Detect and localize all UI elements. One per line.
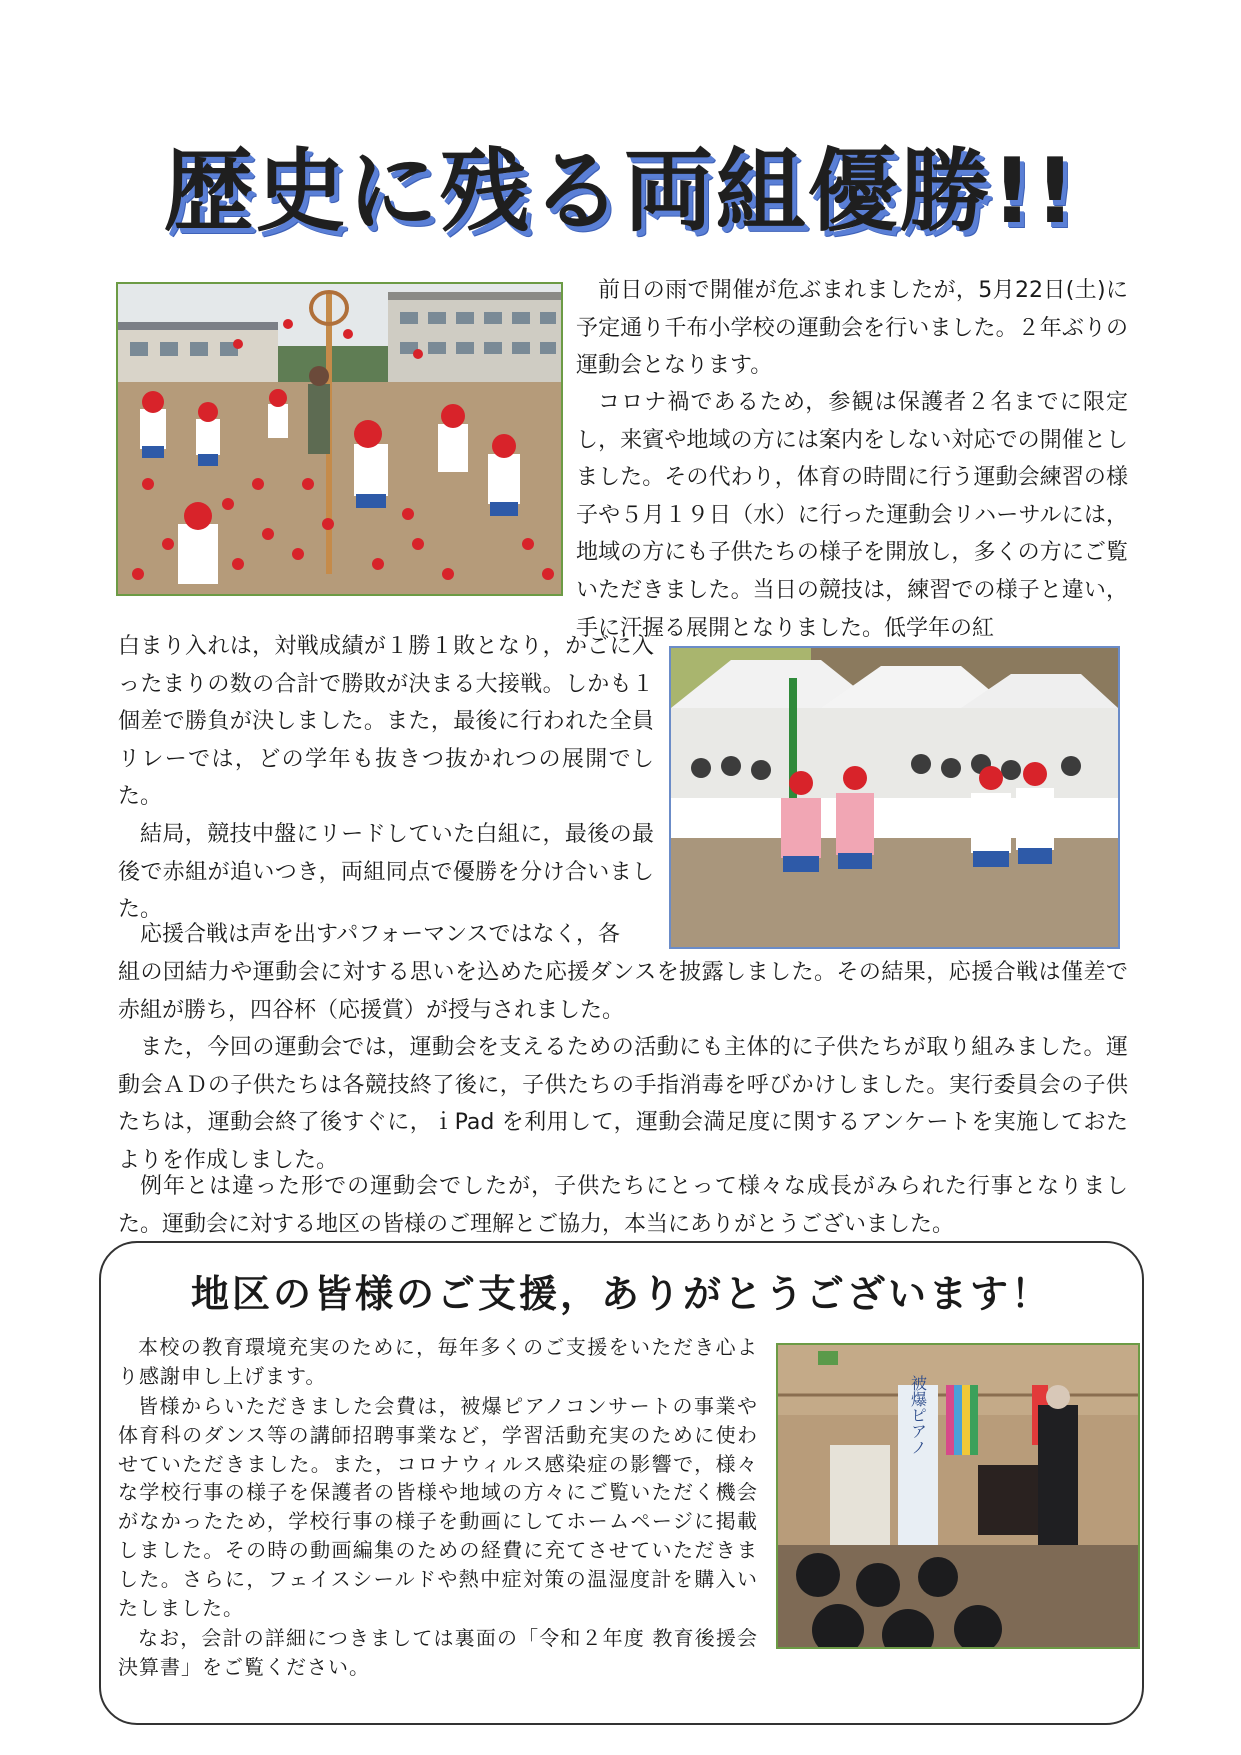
article-paragraph-4a: 応援合戦は声を出すパフォーマンスではなく，各: [140, 922, 621, 947]
article-paragraph-5: また，今回の運動会では，運動会を支えるための活動にも主体的に子供たちが取り組みました。運動会ＡＤの子供たちは各競技終了後に，子供たちの手指消毒を呼びかけしました。実行委員会の子供たちは，運動会終了後すぐに，ｉPad を利用して，運動会満足度に関するアンケートを実施しておたよりを作成しました。: [118, 1035, 1128, 1173]
photo-relay-race: [669, 646, 1120, 949]
support-paragraph-2: 皆様からいただきました会費は，被爆ピアノコンサートの事業や体育科のダンス等の講師招聘事業など，学習活動充実のために使わせていただきました。また，コロナウィルス感染症の影響で，様々な学校行事の様子を保護者の皆様や地域の方々にご覧いただく機会がなかったため，学校行事の様子を動画にしてホームページに掲載しました。その時の動画編集のための経費に充てさせていただきました。さらに，フェイスシールドや熱中症対策の温湿度計を購入いたしました。: [118, 1394, 758, 1620]
headline: 歴史に残る両組優勝!!: [163, 139, 1078, 244]
article-paragraph-2a: コロナ禍であるため，参観は保護者２名までに限定し，来賓や地域の方には案内をしない対応での開催としました。その代わり，体育の時間に行う運動会練習の様子や５月１９日（水）に行った運動会リハーサルには，地域の方にも子供たちの様子を開放し，多くの方にご覧いただきました。当日の競技は，練習での様子と違い，手に汗握る展開となりました。低学年の紅: [576, 390, 1128, 641]
article-paragraph-4b: 組の団結力や運動会に対する思いを込めた応援ダンスを披露しました。その結果，応援合戦は僅差で赤組が勝ち，四谷杯（応援賞）が授与されました。: [118, 960, 1128, 1023]
support-title: 地区の皆様のご支援，ありがとうございます！: [190, 1272, 1052, 1316]
article-paragraph-2b: 白まり入れは，対戦成績が１勝１敗となり，かごに入ったまりの数の合計で勝敗が決まる大接戦。しかも１個差で勝負が決しました。また，最後に行われた全員リレーでは，どの学年も抜きつ抜かれつの展開でした。: [118, 634, 654, 810]
photo-piano-concert: [776, 1343, 1140, 1649]
banner-text: 被爆ピアノ: [908, 1375, 928, 1455]
support-paragraph-3: なお，会計の詳細につきましては裏面の「令和２年度 教育後援会 決算書」をご覧ください。: [118, 1626, 758, 1679]
article-paragraph-3: 結局，競技中盤にリードしていた白組に，最後の最後で赤組が追いつき，両組同点で優勝を分け合いました。: [118, 822, 654, 923]
support-paragraph-1: 本校の教育環境充実のために，毎年多くのご支援をいただき心より感謝申し上げます。: [118, 1335, 758, 1388]
photo-ball-toss: [116, 282, 563, 596]
article-paragraph-1: 前日の雨で開催が危ぶまれましたが，5月22日(土)に予定通り千布小学校の運動会を行いました。２年ぶりの運動会となります。: [576, 278, 1128, 379]
article-paragraph-6: 例年とは違った形での運動会でしたが，子供たちにとって様々な成長がみられた行事となりました。運動会に対する地区の皆様のご理解とご協力，本当にありがとうございました。: [118, 1174, 1128, 1237]
